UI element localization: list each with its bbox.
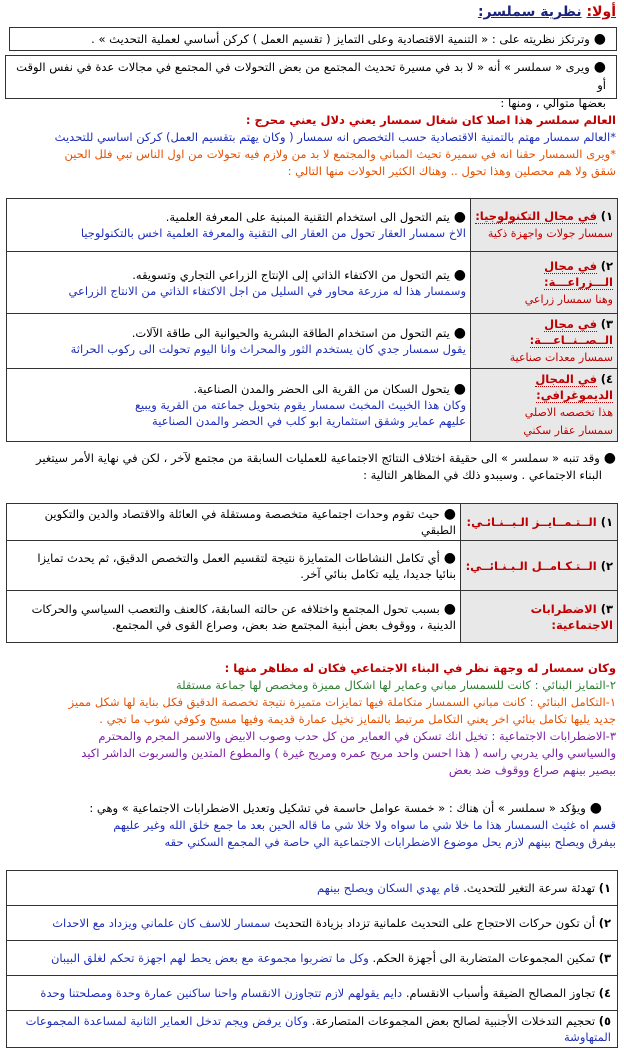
- table-row: [7, 941, 618, 976]
- factors-table: [6, 870, 618, 1048]
- field-description: ●يتم التحول من الاكتفاء الذاتي إلى الإنتاج الزراعي التجاري وتسويقه. وسمسار هذا له مزرعة محاور في السليل من اجل الاكتفاء الذاتي من الانتاج الزراعي: [7, 252, 471, 314]
- manifestation-name: ٣) الاضطرابات الاجتماعية:: [461, 591, 618, 643]
- section-heading: [478, 4, 616, 20]
- commentary-1: [6, 112, 616, 180]
- field-category: ٣) في مجال الــصــنــاعـــة: سمسار معدات صناعية: [471, 314, 618, 369]
- bullet-icon: ●: [589, 800, 602, 816]
- table-row: [7, 252, 618, 314]
- theory-basis-box: [9, 27, 617, 51]
- field-category: ٢) في مجال الـــزراعـــة: وهنا سمسار زراعي: [471, 252, 618, 314]
- commentary-2-line-4: جديد يليها تكامل بنائي اخر يعني التكامل مرتبط بالتمايز تخيل عمارة قديمة وفيها مسبح وكوفي شوب ما تجي .: [99, 712, 616, 726]
- table-row: [7, 314, 618, 369]
- factor-item: ٢) أن تكون حركات الاحتجاج على التحديث علمانية تزداد بزيادة التحديث سمسار للاسف كان علماني ويزداد مع الاحداث: [7, 906, 618, 941]
- table-row: [7, 871, 618, 906]
- change-note: [6, 450, 616, 484]
- heading-number: أولا:: [586, 4, 616, 20]
- factor-item: ٤) تجاوز المصالح الضيقة وأسباب الانقسام. دايم يقولهم لازم تتجاوزن الانقسام واحنا ساكنين عمارة وحدة ومصلحتنا وحدة: [7, 976, 618, 1011]
- commentary-2-line-5: ٣-الاضطرابات الاجتماعية : تخيل انك تسكن في العماير من كل حدب وصوب الابيض والاسمر المجرم والمحترم: [98, 729, 616, 743]
- table-row: [7, 199, 618, 252]
- commentary-2-line-2: ٢-التمايز البنائي : كانت للسمسار مباني وعماير لها اشكال مميزة ومخصص لها جماعة مستقلة: [175, 678, 616, 692]
- commentary-2-line-3: ١-التكامل البنائي : كانت مباني السمسار متكاملة فيها تمايزات متميزة نتيجة تخصصة الدقيق فكل بناية لها شكل مميز: [68, 695, 616, 709]
- change-note-line-2: البناء الاجتماعي . وسيبدو ذلك في المظاهر التالية :: [363, 468, 602, 482]
- manifestation-name: ١) الــتـمــايــز الـبــنـائـي:: [461, 504, 618, 541]
- factors-intro: [6, 800, 616, 851]
- manifestation-name: ٢) الــتـكـامــل الـبـنـائــي:: [461, 541, 618, 591]
- factors-intro-line-3: بيفرق ويصلح بينهم لازم يحل موضوع الاضطرابات الاجتماعية الي حاصة في المجمع السكني حقه: [164, 835, 616, 849]
- transformations-text-2: بعضها متوالي ، ومنها :: [500, 96, 606, 110]
- commentary-1-line-1: العالم سملسر هذا اصلا كان شغال سمسار يعني دلال يعني محرج :: [245, 113, 616, 127]
- factor-item: ٣) تمكين المجموعات المتضاربة الى أجهزة الحكم. وكل ما تضربوا مجموعة مع بعض يحط لهم اجهزة تحكم لغلق البيبان: [7, 941, 618, 976]
- heading-title: نظرية سملسر:: [477, 4, 582, 20]
- field-description: ●يتم التحول الى استخدام التقنية المبنية على المعرفة العلمية. الاخ سمسار العقار تحول من العقار الى التقنية والمعرفة العلمية اخس بالتكنولوجيا: [7, 199, 471, 252]
- factor-item: ١) تهدئة سرعة التغير للتحديث. قام يهدي السكان ويصلح بينهم: [7, 871, 618, 906]
- table-row: [7, 504, 618, 541]
- commentary-2-line-7: بيصير بينهم صراع ووقوف ضد بعض: [448, 763, 616, 777]
- manifestation-description: ●حيث تقوم وحدات اجتماعية متخصصة ومستقلة في العائلة والاقتصاد والدين والتكوين الطبقي: [7, 504, 461, 541]
- bullet-icon: ●: [603, 450, 616, 466]
- transformations-box: [5, 55, 617, 110]
- commentary-1-line-4: شقق ولا هم محصلين وهذا تحول .. وهناك الكثير الحولات منها التالي :: [287, 164, 616, 178]
- change-note-line-1: وقد تنبه « سملسر » الى حقيقة اختلاف النتائج الاجتماعية للعمليات السابقة من مجتمع لآخر ، لكن في نهاية الأمر سيتغير: [36, 451, 600, 465]
- bullet-icon: ●: [593, 59, 606, 75]
- table-row: [7, 541, 618, 591]
- transformations-text-1: ويرى « سملسر » أنه « لا بد في مسيرة تحديث المجتمع من بعض التحولات في المجتمع في مجالات عدة في نفس الوقت أو: [16, 60, 606, 92]
- table-row: [7, 1011, 618, 1048]
- table-row: [7, 369, 618, 442]
- table-row: [7, 591, 618, 643]
- commentary-2-line-1: وكان سمسار له وجهة نظر في البناء الاجتماعي فكان له مظاهر منها :: [224, 661, 616, 675]
- factors-intro-line-2: قسم اه غثيث السمسار هذا ما خلا شي ما سواه ولا خلا شي ما قاله الحين بعد ما جمع خلق الله وغير عليهم: [113, 818, 616, 832]
- commentary-2: [6, 660, 616, 779]
- manifestations-table: [6, 503, 618, 643]
- field-category: ٤) في المجال الديموغرافي: هذا تخصصه الاصلي سمسار عقار سكني: [471, 369, 618, 442]
- bullet-icon: ●: [593, 31, 606, 47]
- commentary-2-line-6: والسياسي والي يدربي راسه ( هذا احسن واحد مريح عمره ومريح غيرة ) والمطوع المتدين والسربوت الداشر اكيد: [81, 746, 616, 760]
- fields-table: [6, 198, 618, 442]
- table-row: [7, 906, 618, 941]
- table-row: [7, 976, 618, 1011]
- manifestation-description: ●أي تكامل النشاطات المتمايزة نتيجة لتقسيم العمل والتخصص الدقيق، ثم يحدث تمايزا بنائيا جديدا، يليه تكامل بنائي آخر.: [7, 541, 461, 591]
- field-description: ●يتحول السكان من القرية الى الحضر والمدن الصناعية. وكان هذا الخبيث المخبث سمسار يقوم بتحويل جماعته من القرية ويبيع عليهم عماير وشقق استثمارية ابو كلب في الحضر والمدن الصناعية: [7, 369, 471, 442]
- factors-intro-line-1: ويؤكد « سملسر » أن هناك : « خمسة عوامل حاسمة في تشكيل وتعديل الاضطرابات الاجتماعية » وهي :: [89, 801, 586, 815]
- commentary-1-line-2: *العالم سمسار مهتم بالتمنية الاقتصادية حسب التخصص انه سمسار ( وكان يهتم بتقسيم العمل) كركن اساسي للتحديث: [54, 130, 616, 144]
- field-category: ١) في مجال التكنولوجيا: سمسار جولات واجهزة ذكية: [471, 199, 618, 252]
- commentary-1-line-3: *ويرى السمسار حقنا انه في سميرة تحيث المباني والمجتمع لا بد من ولازم فيه تحولات من اول الناس تبي فلل الحين: [64, 147, 616, 161]
- manifestation-description: ●بسبب تحول المجتمع واختلافه عن حالته السابقة، كالعنف والتعصب السياسي والحركات الدينية ، ووقوف بعض أبنية المجتمع ضد بعض، وصراع القوى في المجتمع.: [7, 591, 461, 643]
- field-description: ●يتم التحول من استخدام الطاقة البشرية والحيوانية الى طاقة الآلات. يقول سمسار جدي كان يستخدم الثور والمحراث وانا اليوم تحولت الى ركوب الحراثة: [7, 314, 471, 369]
- factor-item: ٥) تحجيم التدخلات الأجنبية لصالح بعض المجموعات المتصارعة. وكان يرفض ويجم تدخل العماير الثانية لمساعدة المجموعات المتهاوشة: [7, 1011, 618, 1048]
- theory-basis-text: وترتكز نظريته على : « التنمية الاقتصادية وعلى التمايز ( تقسيم العمل ) كركن أساسي لعملية التحديث » .: [91, 32, 590, 46]
